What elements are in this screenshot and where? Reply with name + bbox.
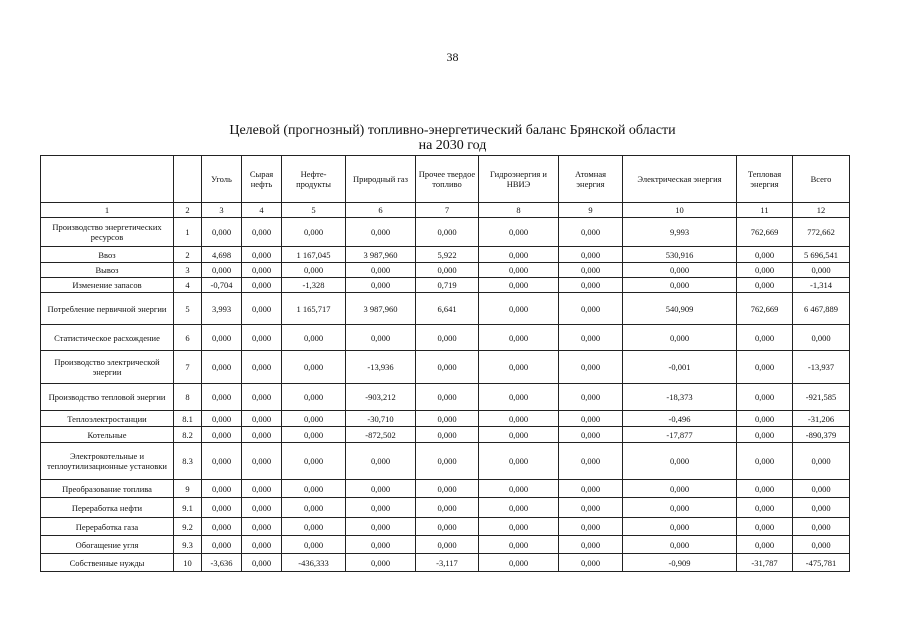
column-header: Атомная энергия bbox=[559, 156, 623, 203]
value-cell: 0,000 bbox=[737, 351, 793, 384]
column-header: Тепловая энергия bbox=[737, 156, 793, 203]
column-number-row bbox=[41, 203, 850, 218]
value-cell: 5 696,541 bbox=[793, 247, 850, 263]
table-row bbox=[41, 498, 850, 518]
value-cell: 0,000 bbox=[559, 411, 623, 427]
title-line-2: на 2030 год bbox=[418, 138, 487, 153]
value-cell: 0,000 bbox=[282, 536, 346, 554]
value-cell: 0,000 bbox=[346, 278, 416, 293]
value-cell: 0,000 bbox=[202, 427, 242, 443]
value-cell: 0,000 bbox=[346, 263, 416, 278]
row-label: Собственные нужды bbox=[41, 554, 174, 572]
column-number: 7 bbox=[416, 203, 479, 218]
value-cell: 0,000 bbox=[737, 427, 793, 443]
value-cell: 0,000 bbox=[242, 554, 282, 572]
value-cell: -872,502 bbox=[346, 427, 416, 443]
table-row bbox=[41, 247, 850, 263]
value-cell: 0,000 bbox=[793, 536, 850, 554]
column-header: Гидроэнергия и НВИЭ bbox=[479, 156, 559, 203]
row-label: Электрокотельные и теплоутилизационные установки bbox=[41, 443, 174, 480]
table-row bbox=[41, 427, 850, 443]
value-cell: 0,000 bbox=[242, 480, 282, 498]
value-cell: 0,000 bbox=[346, 518, 416, 536]
value-cell: 6 467,889 bbox=[793, 293, 850, 325]
value-cell: 0,000 bbox=[737, 325, 793, 351]
value-cell: 0,000 bbox=[559, 384, 623, 411]
column-number: 4 bbox=[242, 203, 282, 218]
value-cell: 0,000 bbox=[793, 498, 850, 518]
value-cell: 0,000 bbox=[282, 351, 346, 384]
row-code: 8.3 bbox=[174, 443, 202, 480]
value-cell: 0,000 bbox=[242, 351, 282, 384]
value-cell: 0,000 bbox=[202, 480, 242, 498]
column-number: 2 bbox=[174, 203, 202, 218]
value-cell: 0,000 bbox=[623, 518, 737, 536]
value-cell: -890,379 bbox=[793, 427, 850, 443]
value-cell: 0,000 bbox=[346, 480, 416, 498]
value-cell: 0,000 bbox=[559, 218, 623, 247]
value-cell: -1,328 bbox=[282, 278, 346, 293]
value-cell: 4,698 bbox=[202, 247, 242, 263]
value-cell: 6,641 bbox=[416, 293, 479, 325]
column-header-row bbox=[41, 156, 850, 203]
value-cell: 0,000 bbox=[282, 384, 346, 411]
column-header: Уголь bbox=[202, 156, 242, 203]
row-label: Котельные bbox=[41, 427, 174, 443]
value-cell: 0,000 bbox=[479, 536, 559, 554]
column-header: Природный газ bbox=[346, 156, 416, 203]
value-cell: 0,000 bbox=[737, 536, 793, 554]
value-cell: 0,000 bbox=[282, 498, 346, 518]
value-cell: 0,000 bbox=[282, 411, 346, 427]
value-cell: 0,000 bbox=[416, 411, 479, 427]
value-cell: 0,000 bbox=[282, 325, 346, 351]
row-code: 8.1 bbox=[174, 411, 202, 427]
column-header: Всего bbox=[793, 156, 850, 203]
value-cell: 3,993 bbox=[202, 293, 242, 325]
value-cell: 762,669 bbox=[737, 293, 793, 325]
table-row bbox=[41, 351, 850, 384]
value-cell: 0,000 bbox=[416, 480, 479, 498]
value-cell: 0,000 bbox=[282, 427, 346, 443]
value-cell: 0,000 bbox=[416, 518, 479, 536]
value-cell: 0,000 bbox=[242, 293, 282, 325]
value-cell: -31,787 bbox=[737, 554, 793, 572]
value-cell: 0,000 bbox=[559, 351, 623, 384]
value-cell: -18,373 bbox=[623, 384, 737, 411]
row-label: Ввоз bbox=[41, 247, 174, 263]
value-cell: -1,314 bbox=[793, 278, 850, 293]
value-cell: 0,000 bbox=[559, 278, 623, 293]
value-cell: 9,993 bbox=[623, 218, 737, 247]
value-cell: 762,669 bbox=[737, 218, 793, 247]
column-header: Прочее твердое топливо bbox=[416, 156, 479, 203]
value-cell: -0,496 bbox=[623, 411, 737, 427]
value-cell: 0,000 bbox=[737, 278, 793, 293]
value-cell: 0,000 bbox=[416, 263, 479, 278]
table-body bbox=[41, 218, 850, 572]
value-cell: 0,000 bbox=[559, 263, 623, 278]
value-cell: 0,000 bbox=[479, 427, 559, 443]
value-cell: 3 987,960 bbox=[346, 247, 416, 263]
value-cell: 0,000 bbox=[242, 218, 282, 247]
value-cell: 0,000 bbox=[623, 498, 737, 518]
value-cell: 0,000 bbox=[737, 518, 793, 536]
value-cell: -475,781 bbox=[793, 554, 850, 572]
value-cell: 0,000 bbox=[346, 498, 416, 518]
value-cell: 1 167,045 bbox=[282, 247, 346, 263]
row-code: 8 bbox=[174, 384, 202, 411]
value-cell: 0,000 bbox=[559, 325, 623, 351]
value-cell: 0,000 bbox=[559, 247, 623, 263]
row-label: Производство тепловой энергии bbox=[41, 384, 174, 411]
column-number: 6 bbox=[346, 203, 416, 218]
row-label: Производство энергетических ресурсов bbox=[41, 218, 174, 247]
column-header bbox=[41, 156, 174, 203]
row-code: 2 bbox=[174, 247, 202, 263]
value-cell: 0,000 bbox=[559, 518, 623, 536]
value-cell: 0,000 bbox=[623, 480, 737, 498]
column-number: 1 bbox=[41, 203, 174, 218]
row-label: Обогащение угля bbox=[41, 536, 174, 554]
row-label: Вывоз bbox=[41, 263, 174, 278]
value-cell: 0,000 bbox=[242, 411, 282, 427]
value-cell: 530,916 bbox=[623, 247, 737, 263]
value-cell: 0,000 bbox=[479, 384, 559, 411]
value-cell: 0,000 bbox=[416, 536, 479, 554]
value-cell: 0,000 bbox=[282, 518, 346, 536]
column-number: 10 bbox=[623, 203, 737, 218]
value-cell: 0,000 bbox=[623, 536, 737, 554]
value-cell: 0,000 bbox=[242, 427, 282, 443]
value-cell: 0,000 bbox=[416, 351, 479, 384]
value-cell: 0,000 bbox=[793, 443, 850, 480]
value-cell: 0,000 bbox=[479, 218, 559, 247]
value-cell: 1 165,717 bbox=[282, 293, 346, 325]
value-cell: 0,000 bbox=[737, 384, 793, 411]
row-code: 3 bbox=[174, 263, 202, 278]
value-cell: 0,000 bbox=[737, 263, 793, 278]
row-label: Переработка газа bbox=[41, 518, 174, 536]
row-code: 9 bbox=[174, 480, 202, 498]
value-cell: 0,000 bbox=[282, 443, 346, 480]
value-cell: -3,117 bbox=[416, 554, 479, 572]
row-label: Производство электрической энергии bbox=[41, 351, 174, 384]
value-cell: -0,909 bbox=[623, 554, 737, 572]
value-cell: 0,000 bbox=[623, 278, 737, 293]
value-cell: -903,212 bbox=[346, 384, 416, 411]
value-cell: 0,000 bbox=[346, 536, 416, 554]
value-cell: 0,000 bbox=[737, 247, 793, 263]
value-cell: 0,000 bbox=[346, 325, 416, 351]
table-row bbox=[41, 411, 850, 427]
row-label: Теплоэлектростанции bbox=[41, 411, 174, 427]
value-cell: 0,000 bbox=[242, 518, 282, 536]
value-cell: 0,000 bbox=[479, 518, 559, 536]
value-cell: 0,719 bbox=[416, 278, 479, 293]
value-cell: 0,000 bbox=[623, 443, 737, 480]
value-cell: 0,000 bbox=[202, 263, 242, 278]
value-cell: 0,000 bbox=[559, 536, 623, 554]
column-number: 12 bbox=[793, 203, 850, 218]
value-cell: 0,000 bbox=[479, 247, 559, 263]
value-cell: 0,000 bbox=[242, 247, 282, 263]
value-cell: 0,000 bbox=[479, 278, 559, 293]
value-cell: 0,000 bbox=[793, 263, 850, 278]
value-cell: 0,000 bbox=[346, 218, 416, 247]
value-cell: 0,000 bbox=[346, 554, 416, 572]
value-cell: 0,000 bbox=[479, 480, 559, 498]
table-row bbox=[41, 218, 850, 247]
value-cell: 0,000 bbox=[242, 498, 282, 518]
column-header bbox=[174, 156, 202, 203]
row-code: 4 bbox=[174, 278, 202, 293]
table-row bbox=[41, 278, 850, 293]
value-cell: 0,000 bbox=[737, 411, 793, 427]
table-row bbox=[41, 554, 850, 572]
value-cell: 0,000 bbox=[479, 263, 559, 278]
value-cell: 0,000 bbox=[559, 498, 623, 518]
value-cell: 3 987,960 bbox=[346, 293, 416, 325]
value-cell: 0,000 bbox=[202, 498, 242, 518]
value-cell: 0,000 bbox=[793, 518, 850, 536]
row-label: Статистическое расхождение bbox=[41, 325, 174, 351]
value-cell: 540,909 bbox=[623, 293, 737, 325]
table-header bbox=[41, 156, 850, 218]
row-label: Преобразование топлива bbox=[41, 480, 174, 498]
value-cell: 0,000 bbox=[416, 427, 479, 443]
value-cell: -436,333 bbox=[282, 554, 346, 572]
value-cell: 0,000 bbox=[202, 518, 242, 536]
value-cell: 0,000 bbox=[242, 536, 282, 554]
value-cell: -13,937 bbox=[793, 351, 850, 384]
value-cell: 0,000 bbox=[416, 218, 479, 247]
value-cell: 0,000 bbox=[623, 263, 737, 278]
value-cell: -17,877 bbox=[623, 427, 737, 443]
value-cell: 0,000 bbox=[346, 443, 416, 480]
row-code: 9.3 bbox=[174, 536, 202, 554]
column-number: 8 bbox=[479, 203, 559, 218]
value-cell: 0,000 bbox=[202, 411, 242, 427]
value-cell: 0,000 bbox=[202, 384, 242, 411]
value-cell: 0,000 bbox=[479, 293, 559, 325]
table-row bbox=[41, 443, 850, 480]
table-row bbox=[41, 536, 850, 554]
table-row bbox=[41, 263, 850, 278]
value-cell: 0,000 bbox=[479, 498, 559, 518]
table-row bbox=[41, 325, 850, 351]
column-number: 5 bbox=[282, 203, 346, 218]
value-cell: 0,000 bbox=[202, 218, 242, 247]
value-cell: 0,000 bbox=[202, 443, 242, 480]
value-cell: 0,000 bbox=[416, 498, 479, 518]
title-line-1: Целевой (прогнозный) топливно-энергетический баланс Брянской области bbox=[229, 123, 676, 138]
value-cell: 0,000 bbox=[202, 325, 242, 351]
value-cell: 0,000 bbox=[242, 278, 282, 293]
row-code: 9.1 bbox=[174, 498, 202, 518]
row-code: 1 bbox=[174, 218, 202, 247]
value-cell: 5,922 bbox=[416, 247, 479, 263]
column-header: Электрическая энергия bbox=[623, 156, 737, 203]
value-cell: 0,000 bbox=[282, 480, 346, 498]
value-cell: 0,000 bbox=[242, 263, 282, 278]
value-cell: -0,001 bbox=[623, 351, 737, 384]
value-cell: 0,000 bbox=[202, 351, 242, 384]
row-code: 7 bbox=[174, 351, 202, 384]
value-cell: 0,000 bbox=[623, 325, 737, 351]
row-code: 6 bbox=[174, 325, 202, 351]
value-cell: -921,585 bbox=[793, 384, 850, 411]
value-cell: 0,000 bbox=[793, 480, 850, 498]
value-cell: 0,000 bbox=[479, 554, 559, 572]
value-cell: 0,000 bbox=[479, 325, 559, 351]
column-number: 11 bbox=[737, 203, 793, 218]
value-cell: 0,000 bbox=[737, 498, 793, 518]
energy-balance-table bbox=[40, 155, 850, 572]
value-cell: -30,710 bbox=[346, 411, 416, 427]
value-cell: 0,000 bbox=[282, 218, 346, 247]
column-header: Сырая нефть bbox=[242, 156, 282, 203]
page-number: 38 bbox=[446, 50, 459, 64]
value-cell: 772,662 bbox=[793, 218, 850, 247]
row-label: Потребление первичной энергии bbox=[41, 293, 174, 325]
value-cell: 0,000 bbox=[559, 480, 623, 498]
row-label: Изменение запасов bbox=[41, 278, 174, 293]
value-cell: 0,000 bbox=[559, 554, 623, 572]
value-cell: 0,000 bbox=[479, 411, 559, 427]
row-code: 8.2 bbox=[174, 427, 202, 443]
column-number: 3 bbox=[202, 203, 242, 218]
row-label: Переработка нефти bbox=[41, 498, 174, 518]
column-number: 9 bbox=[559, 203, 623, 218]
value-cell: 0,000 bbox=[416, 384, 479, 411]
value-cell: 0,000 bbox=[282, 263, 346, 278]
value-cell: 0,000 bbox=[242, 325, 282, 351]
document-title bbox=[0, 123, 905, 153]
table-row bbox=[41, 293, 850, 325]
table-row bbox=[41, 480, 850, 498]
value-cell: 0,000 bbox=[416, 325, 479, 351]
value-cell: 0,000 bbox=[737, 443, 793, 480]
table-row bbox=[41, 384, 850, 411]
row-code: 9.2 bbox=[174, 518, 202, 536]
table-row bbox=[41, 518, 850, 536]
value-cell: 0,000 bbox=[202, 536, 242, 554]
value-cell: 0,000 bbox=[559, 427, 623, 443]
row-code: 5 bbox=[174, 293, 202, 325]
value-cell: 0,000 bbox=[242, 443, 282, 480]
row-code: 10 bbox=[174, 554, 202, 572]
value-cell: 0,000 bbox=[793, 325, 850, 351]
value-cell: 0,000 bbox=[479, 351, 559, 384]
value-cell: -0,704 bbox=[202, 278, 242, 293]
value-cell: 0,000 bbox=[559, 293, 623, 325]
value-cell: 0,000 bbox=[242, 384, 282, 411]
value-cell: 0,000 bbox=[416, 443, 479, 480]
value-cell: -3,636 bbox=[202, 554, 242, 572]
value-cell: -31,206 bbox=[793, 411, 850, 427]
value-cell: 0,000 bbox=[737, 480, 793, 498]
value-cell: 0,000 bbox=[559, 443, 623, 480]
value-cell: 0,000 bbox=[479, 443, 559, 480]
column-header: Нефте-продукты bbox=[282, 156, 346, 203]
value-cell: -13,936 bbox=[346, 351, 416, 384]
